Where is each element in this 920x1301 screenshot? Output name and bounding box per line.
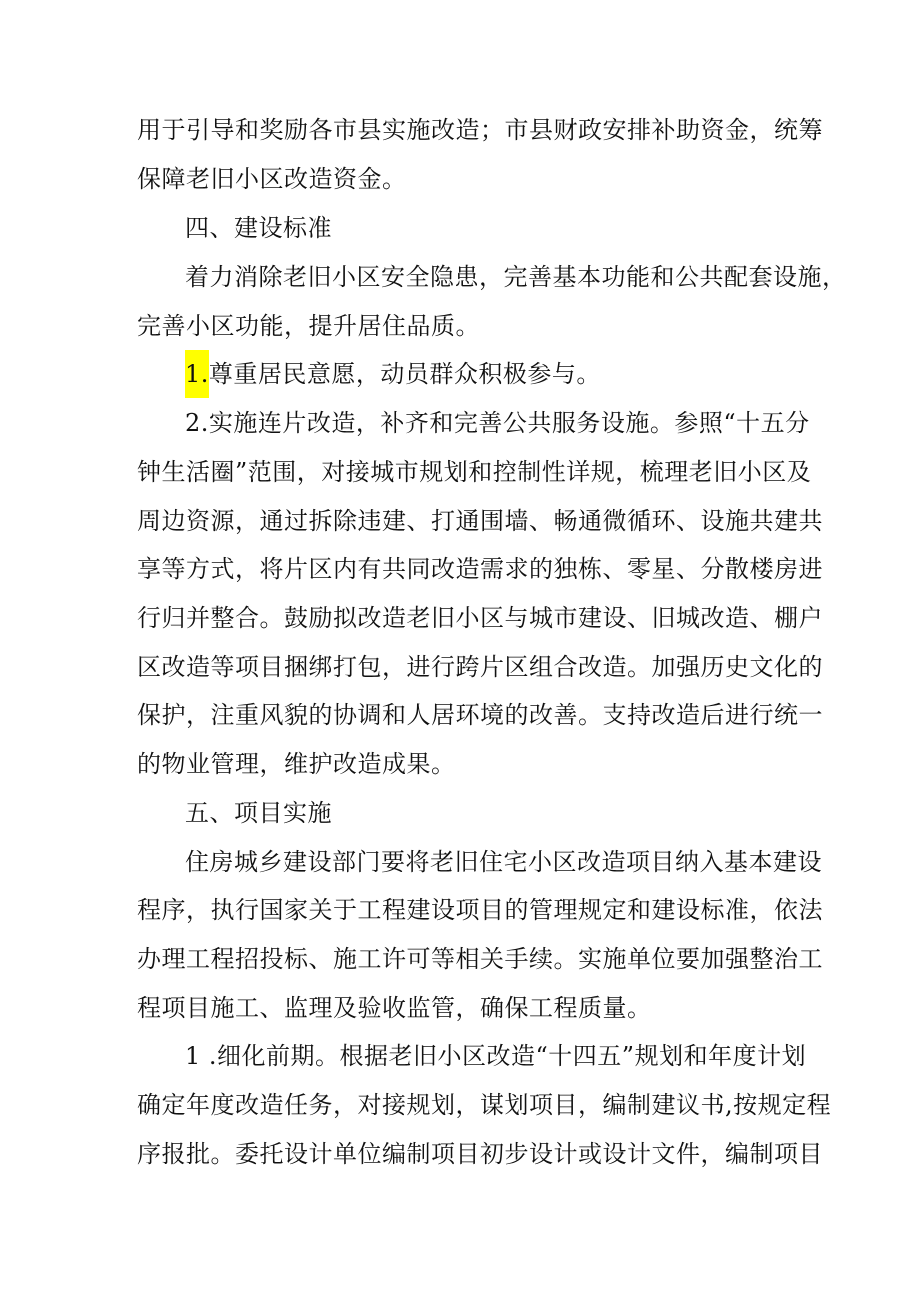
paragraph-line: 区改造等项目捆绑打包，进行跨片区组合改造。加强历史文化的 — [137, 653, 823, 681]
paragraph-line: 序报批。委托设计单位编制项目初步设计或设计文件，编制项目 — [137, 1140, 823, 1168]
paragraph-line: 确定年度改造任务，对接规划，谋划项目，编制建议书,按规定程 — [137, 1091, 832, 1119]
paragraph-line: 1 .细化前期。根据老旧小区改造“十四五”规划和年度计划 — [185, 1042, 807, 1070]
section-heading: 四、建设标准 — [185, 214, 332, 242]
paragraph-line: 周边资源，通过拆除违建、打通围墙、畅通微循环、设施共建共 — [137, 507, 823, 535]
paragraph-line: 享等方式，将片区内有共同改造需求的独栋、零星、分散楼房进 — [137, 555, 823, 583]
list-item — [185, 350, 601, 398]
paragraph-line: 完善小区功能，提升居住品质。 — [137, 312, 480, 340]
paragraph-line: 程序，执行国家关于工程建设项目的管理规定和建设标准，依法 — [137, 896, 823, 924]
paragraph-line: 2.实施连片改造，补齐和完善公共服务设施。参照“十五分 — [185, 409, 810, 437]
paragraph-line: 行归并整合。鼓励拟改造老旧小区与城市建设、旧城改造、棚户 — [137, 604, 823, 632]
paragraph-line: 钟生活圈”范围，对接城市规划和控制性详规，梳理老旧小区及 — [137, 458, 812, 486]
paragraph-line: 办理工程招投标、施工许可等相关手续。实施单位要加强整治工 — [137, 945, 823, 973]
paragraph-line: 着力消除老旧小区安全隐患，完善基本功能和公共配套设施， — [185, 263, 847, 291]
paragraph-line: 住房城乡建设部门要将老旧住宅小区改造项目纳入基本建设 — [185, 848, 822, 876]
paragraph-line: 保障老旧小区改造资金。 — [137, 165, 407, 193]
highlighted-number: 1. — [185, 350, 209, 398]
list-item-text: 尊重居民意愿，动员群众积极参与。 — [208, 360, 601, 388]
paragraph-line: 的物业管理，维护改造成果。 — [137, 750, 456, 778]
section-heading: 五、项目实施 — [185, 799, 332, 827]
paragraph-line: 程项目施工、监理及验收监管，确保工程质量。 — [137, 994, 652, 1022]
paragraph-line: 保护，注重风貌的协调和人居环境的改善。支持改造后进行统一 — [137, 701, 823, 729]
paragraph-line: 用于引导和奖励各市县实施改造；市县财政安排补助资金，统筹 — [137, 116, 823, 144]
